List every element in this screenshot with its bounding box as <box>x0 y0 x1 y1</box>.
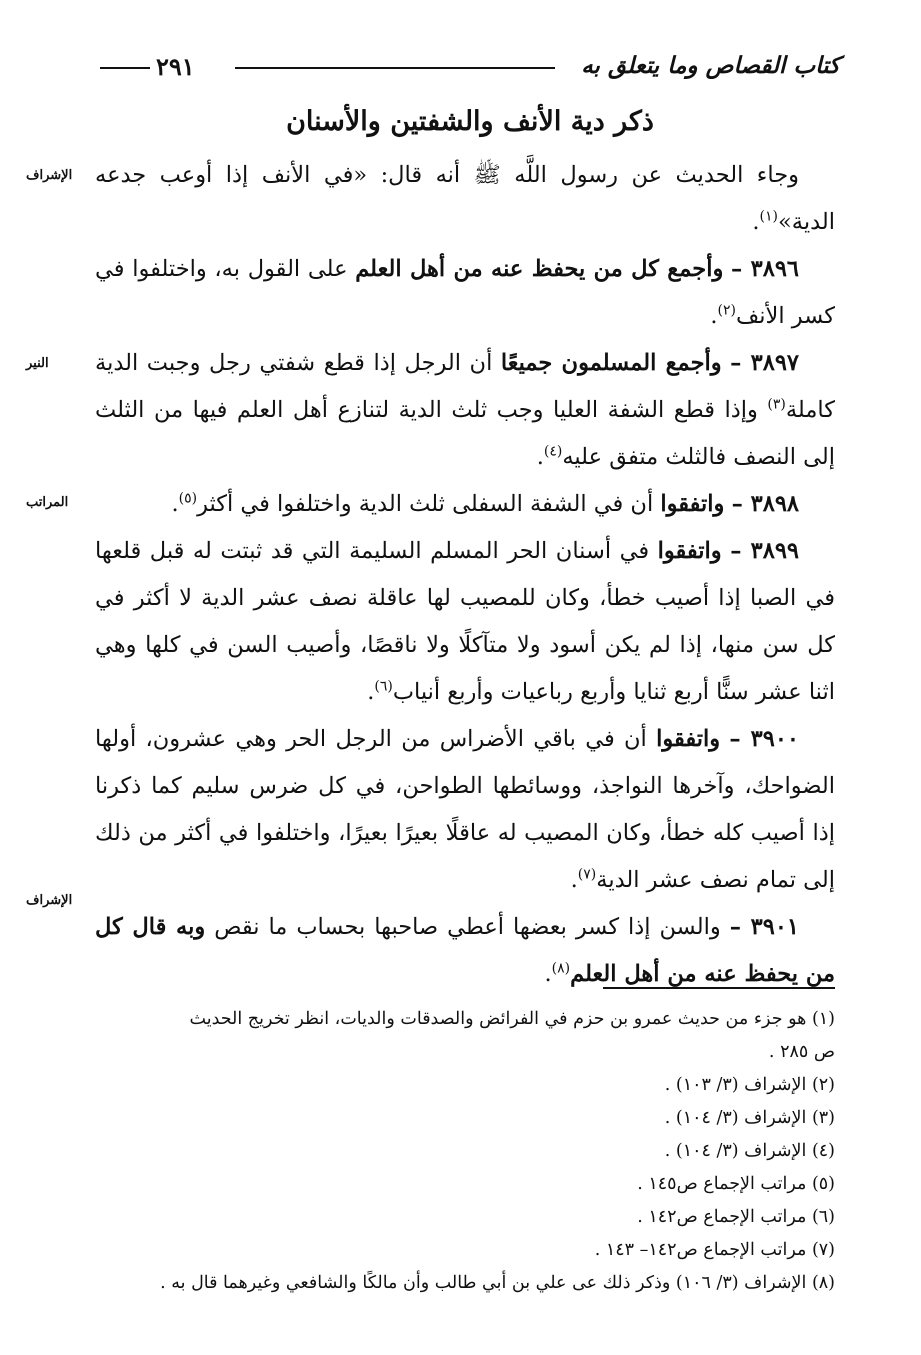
footnote-label: (٧) <box>811 1240 835 1260</box>
footnote-ref: (٦) <box>374 678 393 695</box>
paragraph-text: في أسنان الحر المسلم السليمة التي قد ثبتت له قبل قلعها في الصبا إذا أصيب خطأ، وكان للمصيب لها عاقلة نصف عشر الدية لا أكثر في كل سن منها، إذا لم يكن أسود ولا متآكلًا ولا ناقصًا، وأصيب السن في كلها وهي اثنا عشر سنًّا أربع ثنايا وأربع رباعيات وأربع أنياب <box>95 538 835 705</box>
footnote <box>95 1003 835 1069</box>
footnote <box>95 1234 835 1267</box>
footnote-text: ص ٢٨٥ . <box>768 1042 835 1062</box>
paragraph <box>95 904 835 998</box>
header-rule-short <box>100 67 150 69</box>
paragraph-number: ٣٩٠٠ – <box>729 726 799 752</box>
footnote-text: مراتب الإجماع ص١٤٥ . <box>637 1174 807 1194</box>
paragraph-text: والسن إذا كسر بعضها أعطي صاحبها بحساب ما نقص <box>214 914 721 940</box>
paragraph-text: على القول به، واختلفوا في كسر الأنف <box>95 256 835 329</box>
paragraph-text: أن في باقي الأضراس من الرجل الحر وهي عشرون، أولها الضواحك، وآخرها النواجذ، ووسائطها الطواحن، في كل ضرس سليم كما ذكرنا إذا أصيب كله خطأ، وكان المصيب له عاقلًا بعيرًا بعيرًا، واختلفوا في أكثر من ذلك إلى تمام نصف عشر الدية <box>95 726 835 893</box>
paragraph <box>95 481 835 528</box>
margin-label: النير <box>26 356 49 371</box>
paragraph-end: . <box>536 444 544 470</box>
book-title: كتاب القصاص وما يتعلق به <box>581 52 840 79</box>
paragraph-number: ٣٨٩٨ – <box>731 491 799 517</box>
paragraph-text: أن الرجل إذا قطع شفتي رجل وجبت الدية كاملة <box>95 350 835 423</box>
paragraph-text: وإذا قطع الشفة العليا وجب ثلث الدية لتنازع أهل العلم فيها من الثلث إلى النصف فالثلث متفق عليه <box>95 397 835 470</box>
footnote-text: الإشراف (٣/ ١٠٣) . <box>664 1075 807 1095</box>
margin-label: المراتب <box>26 495 69 510</box>
footnote-text: هو جزء من حديث عمرو بن حزم في الفرائض والصدقات والديات، انظر تخريج الحديث <box>189 1009 807 1029</box>
footnote-label: (٦) <box>811 1207 835 1227</box>
paragraph <box>95 152 835 246</box>
footnote-ref: (٨) <box>551 960 571 977</box>
footnote <box>95 1069 835 1102</box>
footnotes <box>95 1003 835 1300</box>
footnote <box>95 1201 835 1234</box>
footnote-ref: (٧) <box>577 866 597 883</box>
body-text <box>95 152 835 998</box>
footnote <box>95 1135 835 1168</box>
paragraph-bold: واتفقوا <box>660 491 725 517</box>
paragraph-number: ٣٨٩٦ – <box>731 256 800 282</box>
header-rule <box>235 67 555 69</box>
footnote-ref: (١) <box>759 208 778 225</box>
margin-label: الإشراف <box>26 893 73 908</box>
paragraph <box>95 246 835 340</box>
running-header <box>100 50 840 86</box>
paragraph-number: ٣٨٩٧ – <box>730 350 800 376</box>
footnote-ref: (٣) <box>767 396 786 413</box>
footnote-text: الإشراف (٣/ ١٠٤) . <box>664 1108 807 1128</box>
footnote-text: مراتب الإجماع ص١٤٢ . <box>637 1207 807 1227</box>
paragraph-bold: واتفقوا <box>656 726 721 752</box>
paragraph-text: أن في الشفة السفلى ثلث الدية واختلفوا في أكثر <box>197 491 654 517</box>
footnote-text: مراتب الإجماع ص١٤٢– ١٤٣ . <box>594 1240 807 1260</box>
footnote <box>95 1168 835 1201</box>
footnote-label: (١) <box>811 1009 835 1029</box>
footnote-label: (٥) <box>811 1174 835 1194</box>
margin-label: الإشراف <box>26 168 73 183</box>
footnote-ref: (٥) <box>178 490 198 507</box>
paragraph-text: وجاء الحديث عن رسول اللَّه ﷺ أنه قال: «في الأنف إذا أوعب جدعه الدية» <box>95 162 835 235</box>
footnote-ref: (٢) <box>717 302 736 319</box>
paragraph-end: . <box>752 209 760 235</box>
paragraph-end: . <box>367 679 375 705</box>
paragraph-end: . <box>171 491 179 517</box>
footnote-text: الإشراف (٣/ ١٠٦) وذكر ذلك عى علي بن أبي طالب وأن مالكًا والشافعي وغيرهما قال به . <box>160 1273 807 1293</box>
footnote-label: (٤) <box>811 1141 835 1161</box>
paragraph-end: . <box>710 303 718 329</box>
paragraph <box>95 716 835 904</box>
footnote <box>95 1267 835 1300</box>
page-number: ٢٩١ <box>156 52 195 81</box>
paragraph-number: ٣٩٠١ – <box>729 914 800 940</box>
paragraph <box>95 528 835 716</box>
footnote-rule <box>603 987 835 989</box>
paragraph-end: . <box>544 961 552 987</box>
paragraph-bold: وبه قال كل من يحفظ عنه من أهل العلم <box>95 914 835 987</box>
footnote <box>95 1102 835 1135</box>
paragraph-end: . <box>570 867 578 893</box>
footnote-ref: (٤) <box>543 443 563 460</box>
paragraph-bold: وأجمع المسلمون جميعًا <box>500 350 722 376</box>
footnote-label: (٢) <box>811 1075 835 1095</box>
chapter-title: ذكر دية الأنف والشفتين والأسنان <box>286 106 654 137</box>
footnote-label: (٨) <box>811 1273 835 1293</box>
paragraph <box>95 340 835 481</box>
paragraph-bold: واتفقوا <box>657 538 722 564</box>
footnote-label: (٣) <box>811 1108 835 1128</box>
paragraph-number: ٣٨٩٩ – <box>730 538 800 564</box>
footnote-text: الإشراف (٣/ ١٠٤) . <box>664 1141 807 1161</box>
paragraph-bold: وأجمع كل من يحفظ عنه من أهل العلم <box>355 256 724 282</box>
